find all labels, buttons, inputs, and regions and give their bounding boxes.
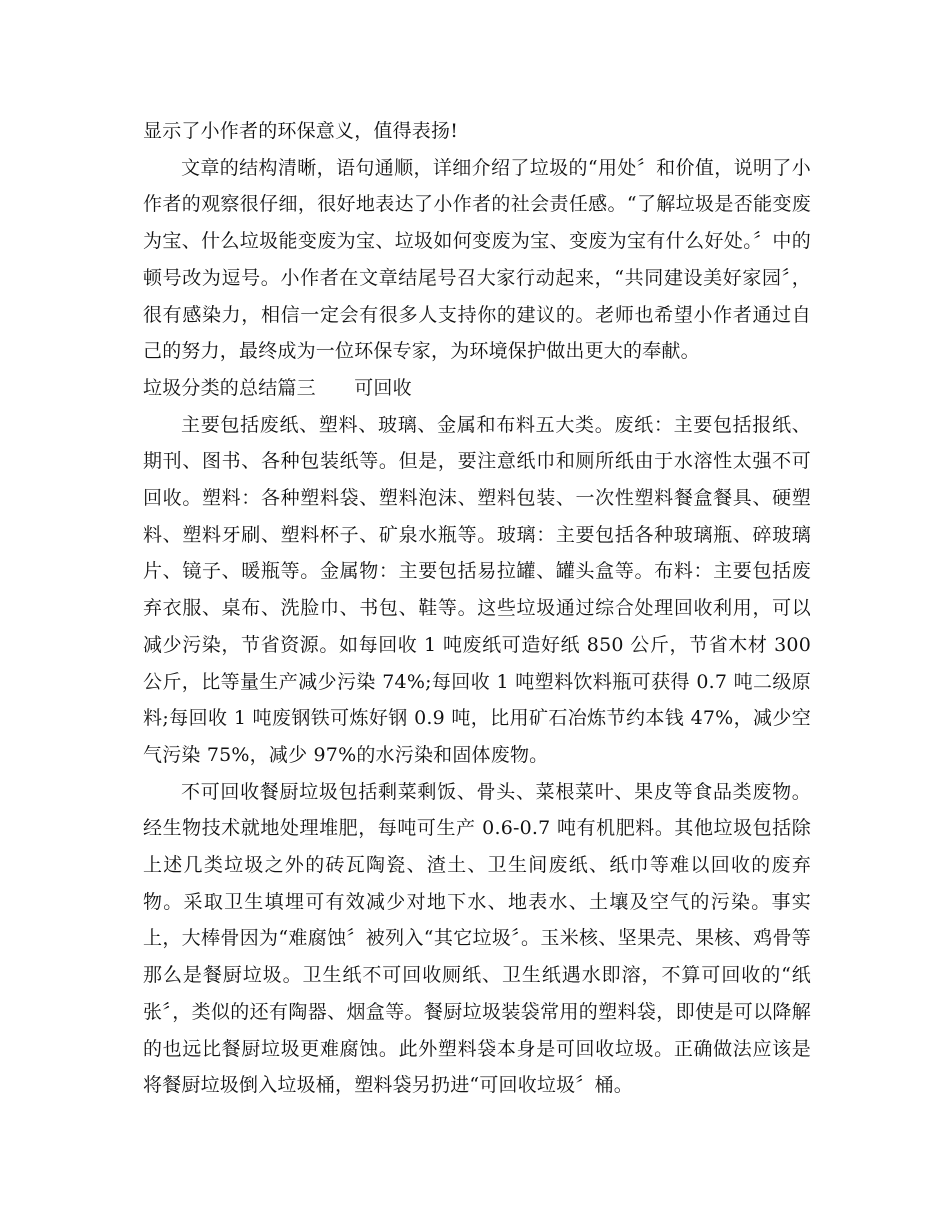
paragraph-non-recyclable: 不可回收餐厨垃圾包括剩菜剩饭、骨头、菜根菜叶、果皮等食品类废物。经生物技术就地处理堆肥，每吨可生产 0.6-0.7 吨有机肥料。其他垃圾包括除上述几类垃圾之外的砖瓦陶瓷、渣土、卫生间废纸、纸巾等难以回收的废弃物。采取卫生填埋可有效减少对地下水、地表水、土壤及空气的污染。事实上，大棒骨因为“难腐蚀〞被列入“其它垃圾〞。玉米核、坚果壳、果核、鸡骨等那么是餐厨垃圾。卫生纸不可回收厕纸、卫生纸遇水即溶，不算可回收的“纸张〞，类似的还有陶器、烟盒等。餐厨垃圾装袋常用的塑料袋，即使是可以降解的也远比餐厨垃圾更难腐蚀。此外塑料袋本身是可回收垃圾。正确做法应该是将餐厨垃圾倒入垃圾桶，塑料袋另扔进“可回收垃圾〞桶。: [143, 780, 811, 1097]
paragraph-teacher-comment: 文章的结构清晰，语句通顺，详细介绍了垃圾的“用处〞和价值，说明了小作者的观察很仔细，很好地表达了小作者的社会责任感。“了解垃圾是否能变废为宝、什么垃圾能变废为宝、垃圾如何变废为宝、变废为宝有什么好处。〞中的顿号改为逗号。小作者在文章结尾号召大家行动起来，“共同建设美好家园〞，很有感染力，相信一定会有很多人支持你的建议的。老师也希望小作者通过自己的努力，最终成为一位环保专家，为环境保护做出更大的奉献。: [143, 156, 811, 363]
section-heading: 垃圾分类的总结篇三 可回收: [143, 376, 412, 399]
paragraph-continuation: 显示了小作者的环保意义，值得表扬!: [143, 120, 459, 142]
paragraph-recyclable: 主要包括废纸、塑料、玻璃、金属和布料五大类。废纸：主要包括报纸、期刊、图书、各种包装纸等。但是，要注意纸巾和厕所纸由于水溶性太强不可回收。塑料：各种塑料袋、塑料泡沫、塑料包装、一次性塑料餐盒餐具、硬塑料、塑料牙刷、塑料杯子、矿泉水瓶等。玻璃：主要包括各种玻璃瓶、碎玻璃片、镜子、暖瓶等。金属物：主要包括易拉罐、罐头盒等。布料：主要包括废弃衣服、桌布、洗脸巾、书包、鞋等。这些垃圾通过综合处理回收利用，可以减少污染，节省资源。如每回收 1 吨废纸可造好纸 850 公斤，节省木材 300 公斤，比等量生产减少污染 74%;每回收 1 吨塑料饮料瓶可获得 0.7 吨二级原料;每回收 1 吨废钢铁可炼好钢 0.9 吨，比用矿石冶炼节约本钱 47%，减少空气污染 75%，减少 97%的水污染和固体废物。: [143, 413, 811, 766]
document-body: [143, 113, 811, 1104]
